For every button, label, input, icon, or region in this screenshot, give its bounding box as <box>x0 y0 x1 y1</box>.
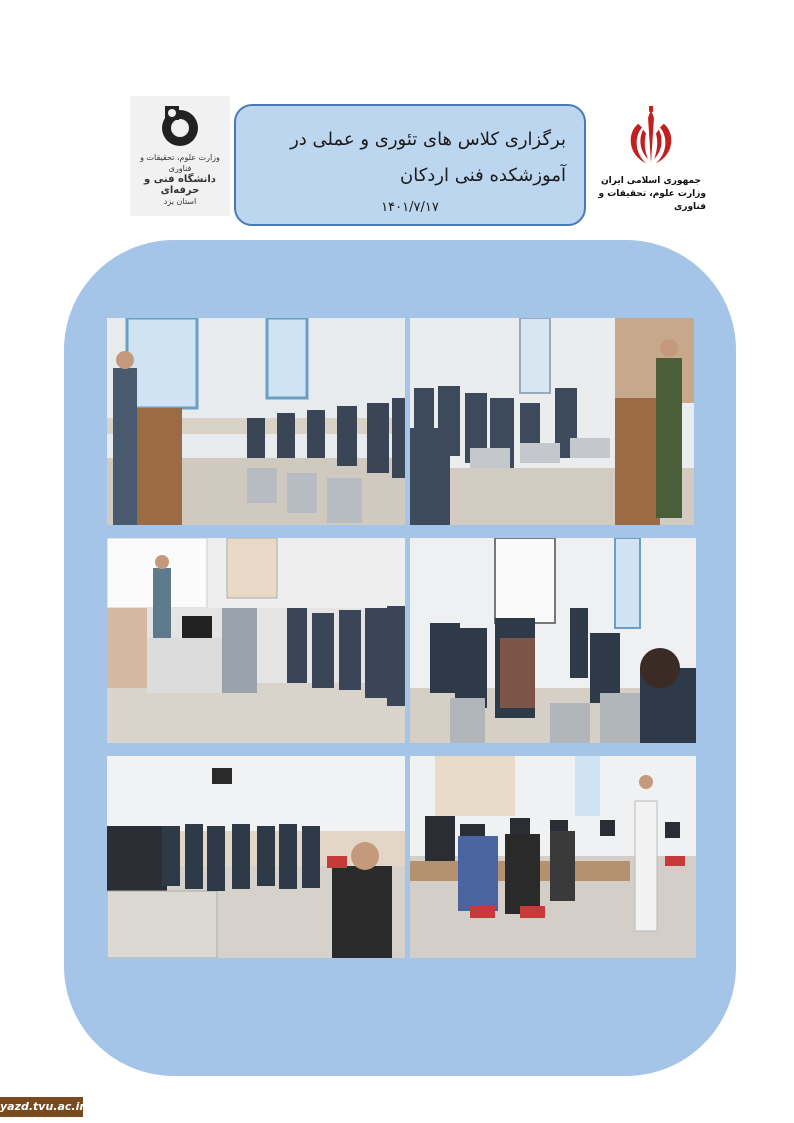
event-date: ۱۴۰۱/۷/۱۷ <box>381 200 439 215</box>
classroom-photo <box>410 538 696 743</box>
tvu-emblem-icon <box>155 102 205 152</box>
page-title: برگزاری کلاس های تئوری و عملی در آموزشکده فنی اردکان <box>290 129 566 186</box>
tvu-logo-line: دانشگاه فنی و حرفه‌ای <box>144 174 216 196</box>
title-box <box>234 104 586 226</box>
emblem-line: وزارت علوم، تحقیقات و فناوری <box>598 189 706 212</box>
iran-emblem-icon <box>616 104 686 175</box>
tvu-logo-line: استان یزد <box>163 197 197 206</box>
iran-emblem <box>596 104 706 214</box>
site-watermark: yazd.tvu.ac.ir <box>0 1097 83 1117</box>
emblem-line: جمهوری اسلامی ایران <box>600 176 702 186</box>
classroom-photo <box>107 538 405 743</box>
tvu-logo-line: وزارت علوم، تحقیقات و فناوری <box>140 153 220 173</box>
computer-lab-photo <box>410 756 696 958</box>
lab-photo <box>107 756 405 958</box>
tvu-logo <box>130 96 230 216</box>
classroom-photo <box>410 318 694 525</box>
classroom-photo <box>107 318 405 525</box>
